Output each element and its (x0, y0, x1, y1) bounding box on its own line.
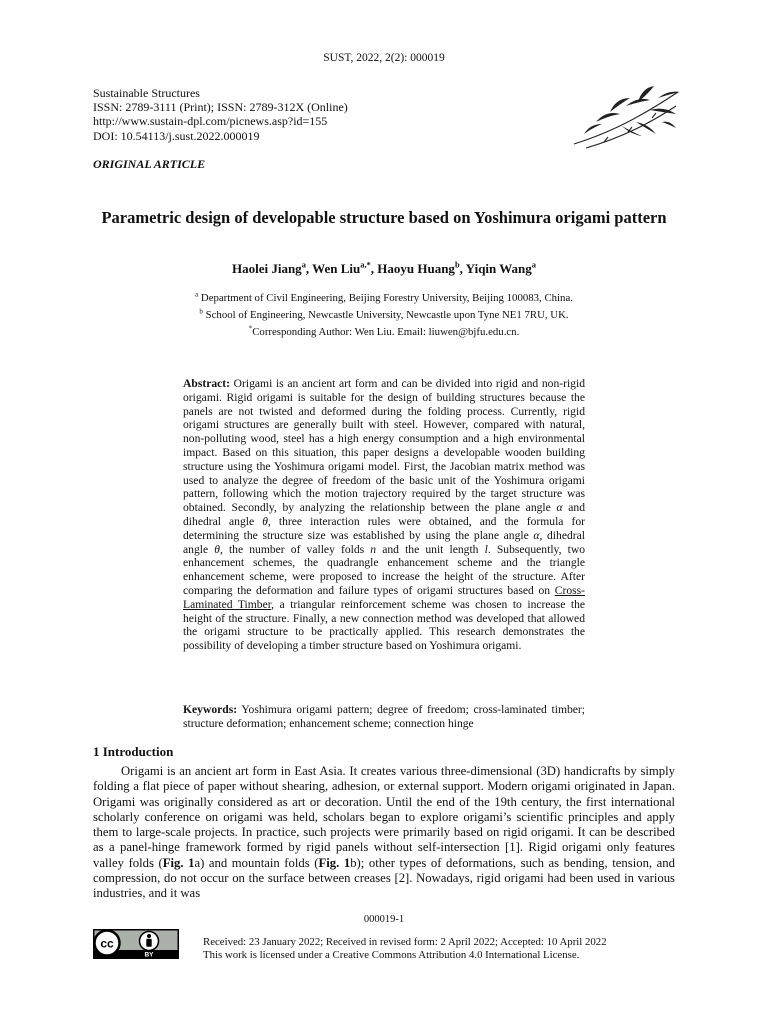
author-list: Haolei Jiang$^a$, Wen Liu$^{a,*}$, Haoyu Huang$^b$, Yiqin Wang$^a$ (231, 259, 537, 276)
keywords: Keywords: Yoshimura origami pattern; degree of freedom; cross-laminated timber; structure deformation; enhancement scheme; connection hinge (183, 703, 585, 730)
corresponding-author: *Corresponding Author: Wen Liu. Email: liuwen@bjfu.edu.cn. (248, 324, 520, 338)
abstract-label: Abstract: (183, 377, 231, 390)
author-name: Yiqin Wang (465, 261, 532, 276)
license-statement: This work is licensed under a Creative Commons Attribution 4.0 International License. (203, 949, 580, 961)
footer-info (203, 936, 607, 962)
paper-title: Parametric design of developable structure based on Yoshimura origami pattern (101, 208, 667, 227)
author-name: Haoyu Huang (377, 261, 455, 276)
author-affiliation-mark: b (454, 259, 460, 270)
cc-text: cc (100, 936, 114, 951)
author-name: Haolei Jiang (231, 261, 302, 276)
abstract: Abstract: Origami is an ancient art form and can be divided into rigid and non-rigid origami. Rigid origami is suitable for the design of building structures because the panels are not twisted and deformed during the folding process. Currently, rigid origami structures are generally built with steel. However, compared with natural, non-polluting wood, steel has a high energy consumption and a high environmental impact. Based on this situation, this paper designs a developable wooden building structure using the Yoshimura origami model. First, the Jacobian matrix method was used to analyze the degree of freedom of the basic unit of the Yoshimura origami pattern, following which the motion trajectory required by the target structure was obtained. Secondly, by analyzing the relationship between the plane angle α and dihedral angle θ, three interaction rules were obtained, and the formula for determining the structure size was established by using the plane angle α, dihedral angle θ, the number of valley folds n and the unit length l. Subsequently, two enhancement schemes, the quadrangle enhancement scheme and the triangle enhancement scheme, were proposed to increase the height of the structure. After comparing the deformation and failure types of origami structures based on Cross-Laminated Timber, a triangular reinforcement scheme was chosen to increase the height of the structure. Finally, a new connection method was developed that allowed the origami structure to be practically applied. This research demonstrates the possibility of developing a timber structure based on Yoshimura origami. (183, 377, 586, 653)
introduction-body (93, 764, 675, 902)
journal-url[interactable]: http://www.sustain-dpl.com/picnews.asp?id=155 (93, 114, 328, 129)
affiliations (0, 290, 768, 341)
by-text: BY (144, 951, 154, 959)
running-header: SUST, 2022, 2(2): 000019 (323, 52, 445, 64)
author-affiliation-mark: a (301, 259, 306, 270)
cc-by-badge-icon[interactable] (93, 929, 179, 959)
author-name: Wen Liu (312, 261, 361, 276)
affiliation-a: $^a$ Department of Civil Engineering, Beijing Forestry University, Beijing 100083, China. (195, 290, 573, 304)
section-heading-introduction: 1 Introduction (93, 744, 174, 759)
author-affiliation-mark: a (531, 259, 537, 270)
journal-info (93, 86, 348, 143)
clt-link[interactable]: Cross-Laminated Timber (183, 583, 585, 611)
article-type: ORIGINAL ARTICLE (93, 157, 206, 171)
keywords-label: Keywords: (183, 703, 238, 716)
author-affiliation-mark: a,* (360, 259, 371, 270)
journal-issn: ISSN: 2789-3111 (Print); ISSN: 2789-312X (Online) (93, 100, 348, 115)
affiliation-b: $^b$ School of Engineering, Newcastle University, Newcastle upon Tyne NE1 7RU, UK. (199, 307, 569, 321)
received-dates: Received: 23 January 2022; Received in revised form: 2 April 2022; Accepted: 10 April 2022 (203, 936, 607, 948)
journal-name: Sustainable Structures (93, 86, 200, 100)
introduction-paragraph: Origami is an ancient art form in East Asia. It creates various three-dimensional (3D) handicrafts by simply folding a flat piece of paper without shearing, adhesion, or external support. Modern origami originated in Japan. Origami was originally considered as art or decoration. Until the end of the 19th century, the first international scholarly conference on origami was held, scholars began to explore origami’s scientific principles and apply them to large-scale projects. In practice, such projects were primarily based on rigid origami. It can be described as a panel-hinge framework formed by rigid panels without self-intersection [1]. Rigid origami only features valley folds (Fig. 1a) and mountain folds (Fig. 1b); other types of deformations, such as bending, tension, and compression, do not occur on the surface between creases [2]. Nowadays, rigid origami had been used in various industries, and it was (93, 764, 675, 901)
fig-1a-ref[interactable]: Fig. 1 (162, 855, 195, 870)
journal-doi[interactable]: DOI: 10.54113/j.sust.2022.000019 (93, 128, 260, 143)
page-number: 000019-1 (363, 914, 405, 925)
bamboo-logo-icon (566, 82, 684, 152)
fig-1b-ref[interactable]: Fig. 1 (318, 855, 351, 870)
